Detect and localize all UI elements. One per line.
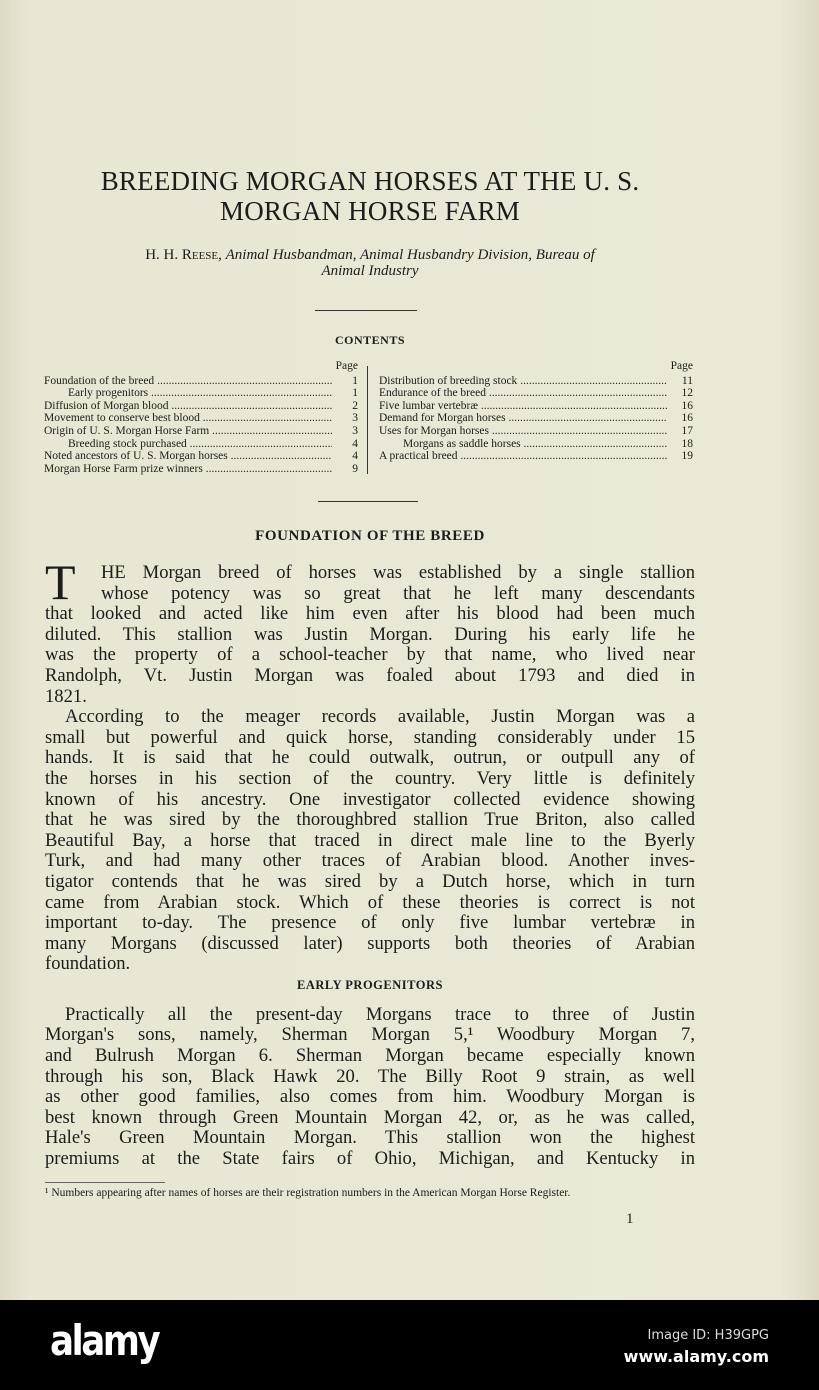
text-line: premiums at the State fairs of Ohio, Michigan, and Kentucky in <box>45 1148 695 1170</box>
text-line: Randolph, Vt. Justin Morgan was foaled about 1793 and died in <box>45 664 695 686</box>
toc-page: 19 <box>681 450 693 463</box>
toc-entry <box>379 400 693 413</box>
text-line: hands. It is said that he could outwalk, outrun, or outpull any of <box>45 747 695 769</box>
text-line: foundation. <box>45 953 131 975</box>
column-divider <box>367 366 368 474</box>
toc-label: Distribution of breeding stock ..... <box>379 375 667 388</box>
text-line: that he was sired by the thoroughbred stallion True Briton, also called <box>45 809 695 831</box>
divider <box>318 501 418 502</box>
toc-page: 1 <box>352 374 358 387</box>
toc-entry <box>44 387 358 400</box>
text-line: HE Morgan breed of horses was established by a single stallion <box>101 562 695 583</box>
toc-label: Origin of U. S. Morgan Horse Farm ..... <box>44 425 332 438</box>
text-line: Hale's Green Mountain Morgan. This stallion won the highest <box>45 1127 695 1149</box>
toc-entry <box>44 450 358 463</box>
alamy-logo: alamy <box>50 1316 159 1365</box>
page-label: Page <box>335 360 358 372</box>
toc-page: 12 <box>681 387 693 400</box>
text-line: diluted. This stallion was Justin Morgan. During his early life he <box>45 623 695 645</box>
text-line: tigator contends that he was sired by a Dutch horse, which in turn <box>45 870 695 892</box>
toc-label: A practical breed ..... <box>379 450 667 463</box>
text-line: through his son, Black Hawk 20. The Billy Root 9 strain, as well <box>45 1065 695 1087</box>
toc-label: Demand for Morgan horses ..... <box>379 412 667 425</box>
footnote-rule <box>45 1182 165 1183</box>
text-line: 1821. <box>45 685 87 707</box>
toc-label: Morgans as saddle horses ..... <box>403 438 667 451</box>
toc-entry <box>44 375 358 388</box>
toc-entry <box>379 412 693 425</box>
divider <box>315 310 417 311</box>
toc-label: Uses for Morgan horses ..... <box>379 425 667 438</box>
text-line: the horses in his section of the country. Very little is definitely <box>45 767 695 789</box>
text-line: whose potency was so great that he left many descendants <box>101 582 695 604</box>
toc-entry <box>379 375 693 388</box>
toc-label: Noted ancestors of U. S. Morgan horses ..... <box>44 450 332 463</box>
toc-page: 17 <box>681 424 693 437</box>
drop-cap: T <box>45 554 76 610</box>
toc-label: Endurance of the breed ..... <box>379 387 667 400</box>
toc-entry <box>44 425 358 438</box>
text-line: Beautiful Bay, a horse that traced in direct male line to the Byerly <box>45 829 695 851</box>
toc-label: Movement to conserve best blood ..... <box>44 412 332 425</box>
text-line: Turk, and had many other traces of Arabian blood. Another inves- <box>45 850 695 872</box>
toc-page: 16 <box>681 412 693 425</box>
contents-right-column <box>379 360 693 463</box>
toc-entry <box>44 438 358 451</box>
toc-label: Diffusion of Morgan blood ..... <box>44 400 332 413</box>
toc-label: Foundation of the breed ..... <box>44 375 332 388</box>
text-line: and Bulrush Morgan 6. Sherman Morgan became especially known <box>45 1045 695 1067</box>
toc-page: 4 <box>352 437 358 450</box>
toc-page: 4 <box>352 450 358 463</box>
toc-entry <box>44 463 358 476</box>
author-name: H. H. Reese, <box>145 247 222 263</box>
section-heading: FOUNDATION OF THE BREED <box>255 528 485 544</box>
toc-entry <box>379 450 693 463</box>
text-line: known of his ancestry. One investigator collected evidence showing <box>45 788 695 810</box>
subsection-heading: EARLY PROGENITORS <box>297 977 443 992</box>
text-line: small but powerful and quick horse, standing considerably under 15 <box>45 726 695 748</box>
toc-page: 18 <box>681 437 693 450</box>
text-line: as other good families, also comes from him. Woodbury Morgan is <box>45 1086 695 1108</box>
toc-page: 3 <box>352 412 358 425</box>
toc-entry <box>379 387 693 400</box>
author-line <box>45 247 695 279</box>
text-line: that looked and acted like him even after his blood had been much <box>45 603 695 625</box>
toc-label: Five lumbar vertebræ ..... <box>379 400 667 413</box>
toc-page: 3 <box>352 424 358 437</box>
article-body <box>45 554 695 1170</box>
text-line: important to-day. The presence of only five lumbar vertebræ in <box>45 912 695 934</box>
page-number: 1 <box>626 1211 634 1227</box>
text-line: came from Arabian stock. Which of these theories is correct is not <box>45 891 695 913</box>
toc-page: 1 <box>352 387 358 400</box>
author-affiliation-2: Animal Industry <box>321 263 419 279</box>
toc-label: Morgan Horse Farm prize winners ..... <box>44 463 332 476</box>
toc-label: Breeding stock purchased ..... <box>68 438 332 451</box>
toc-entry <box>379 438 693 451</box>
toc-entry <box>44 412 358 425</box>
toc-label: Early progenitors ..... <box>68 387 332 400</box>
toc-page: 9 <box>352 462 358 475</box>
toc-page: 2 <box>352 399 358 412</box>
text-line: was the property of a school-teacher by that name, who lived near <box>45 644 695 666</box>
toc-page: 11 <box>681 374 693 387</box>
text-line: best known through Green Mountain Morgan 42, or, as he was called, <box>45 1106 695 1128</box>
author-affiliation: Animal Husbandman, Animal Husbandry Division, Bureau of <box>225 247 595 263</box>
text-line: Morgan's sons, namely, Sherman Morgan 5,¹ Woodbury Morgan 7, <box>45 1024 695 1046</box>
title-line-1: BREEDING MORGAN HORSES AT THE U. S. <box>100 166 640 196</box>
text-line: Practically all the present-day Morgans trace to three of Justin <box>65 1003 695 1025</box>
toc-entry <box>44 400 358 413</box>
contents-heading: CONTENTS <box>334 333 406 347</box>
text-line: many Morgans (discussed later) supports both theories of Arabian <box>45 932 695 954</box>
image-id: Image ID: H39GPG <box>647 1328 769 1343</box>
text-line: According to the meager records available, Justin Morgan was a <box>65 706 695 728</box>
contents-left-column <box>44 360 358 475</box>
watermark-url: www.alamy.com <box>623 1347 769 1366</box>
toc-page: 16 <box>681 399 693 412</box>
page-label: Page <box>670 360 693 372</box>
footnote: ¹ Numbers appearing after names of horses are their registration numbers in the American Morgan Horse Register. <box>45 1187 571 1199</box>
toc-entry <box>379 425 693 438</box>
title-line-2: MORGAN HORSE FARM <box>220 196 520 226</box>
